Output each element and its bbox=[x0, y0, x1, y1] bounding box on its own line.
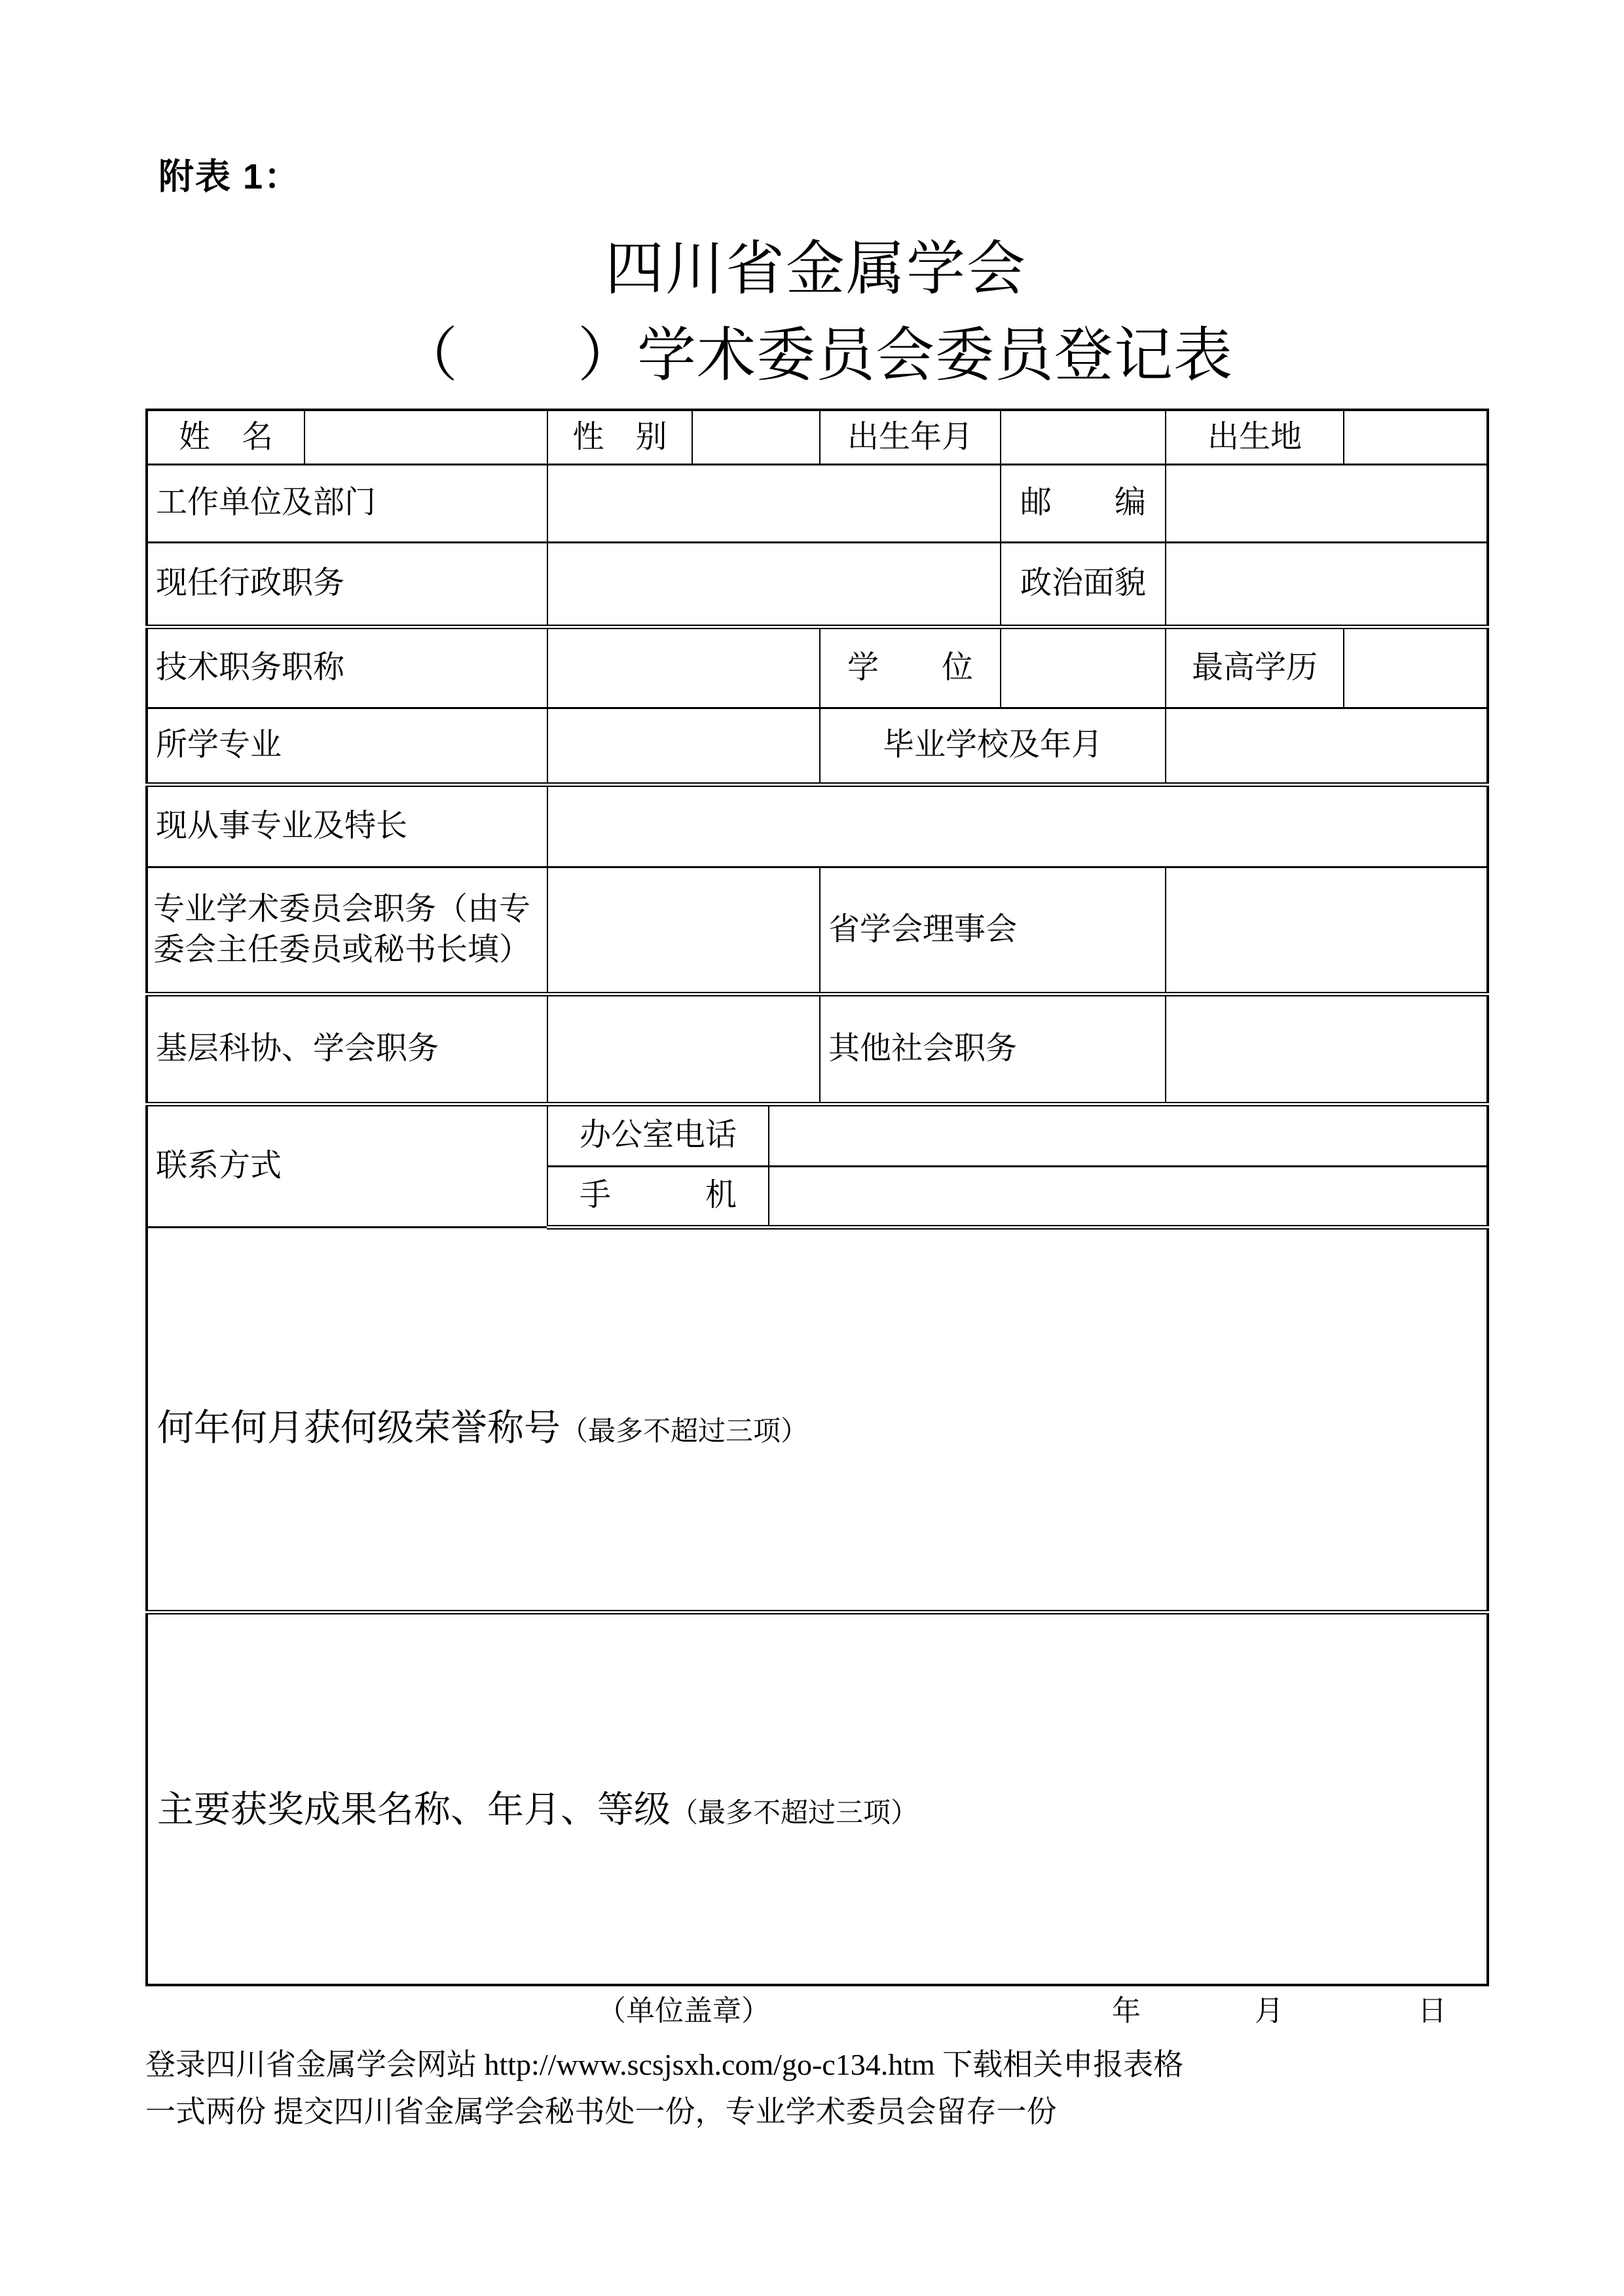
provincial-council-label: 省学会理事会 bbox=[820, 867, 1166, 994]
row-tech-title bbox=[147, 627, 1488, 708]
footer-notes bbox=[145, 2041, 1486, 2136]
footer-note-copies: 一式两份 提交四川省金属学会秘书处一份，专业学术委员会留存一份 bbox=[145, 2095, 1057, 2128]
day-label: 日 bbox=[1418, 1995, 1447, 2027]
signature-line bbox=[145, 1995, 1486, 2027]
admin-post-label: 现任行政职务 bbox=[147, 542, 547, 627]
footer-note-download: 登录四川省金属学会网站 http://www.scsjsxh.com/go-c134.htm 下载相关申报表格 bbox=[145, 2048, 1184, 2081]
row-committee-post bbox=[147, 867, 1488, 994]
row-basic-info bbox=[147, 410, 1488, 464]
honors-note: （最多不超过三项） bbox=[561, 1416, 809, 1447]
office-phone-input-cell[interactable] bbox=[769, 1104, 1488, 1166]
work-unit-input-cell[interactable] bbox=[547, 464, 1001, 542]
degree-input-cell[interactable] bbox=[1001, 627, 1166, 708]
grassroots-post-input-cell[interactable] bbox=[547, 994, 820, 1104]
graduate-school-label: 毕业学校及年月 bbox=[820, 708, 1166, 784]
grassroots-post-label: 基层科协、学会职务 bbox=[147, 994, 547, 1104]
office-phone-label: 办公室电话 bbox=[547, 1104, 769, 1166]
month-label: 月 bbox=[1255, 1995, 1283, 2027]
work-unit-label: 工作单位及部门 bbox=[147, 464, 547, 542]
other-social-post-input-cell[interactable] bbox=[1166, 994, 1488, 1104]
page-title: 四川省金属学会 bbox=[605, 237, 1027, 302]
current-specialty-label: 现从事专业及特长 bbox=[147, 784, 547, 867]
honors-heading: 何年何月获何级荣誉称号 bbox=[157, 1408, 561, 1449]
name-label: 姓 名 bbox=[147, 410, 304, 464]
birth-place-label: 出生地 bbox=[1166, 410, 1344, 464]
registration-table bbox=[145, 409, 1489, 1986]
page-subtitle: （ ）学术委员会委员登记表 bbox=[399, 323, 1233, 388]
attachment-tag: 附表 1： bbox=[158, 157, 301, 196]
row-specialty bbox=[147, 784, 1488, 867]
provincial-council-input-cell[interactable] bbox=[1166, 867, 1488, 994]
name-input-cell[interactable] bbox=[304, 410, 547, 464]
row-awards-section bbox=[147, 1612, 1488, 1985]
birth-date-input-cell[interactable] bbox=[1001, 410, 1166, 464]
gender-input-cell[interactable] bbox=[692, 410, 820, 464]
degree-label: 学 位 bbox=[820, 627, 1001, 708]
page-content bbox=[145, 157, 1486, 2136]
political-status-input-cell[interactable] bbox=[1166, 542, 1488, 627]
unit-seal-label: （单位盖章） bbox=[597, 1995, 770, 2027]
major-label: 所学专业 bbox=[147, 708, 547, 784]
year-label: 年 bbox=[1112, 1995, 1141, 2027]
political-status-label: 政治面貌 bbox=[1001, 542, 1166, 627]
awards-note: （最多不超过三项） bbox=[671, 1798, 919, 1829]
admin-post-input-cell[interactable] bbox=[547, 542, 1001, 627]
contact-label: 联系方式 bbox=[147, 1104, 547, 1227]
postal-code-input-cell[interactable] bbox=[1166, 464, 1488, 542]
committee-post-label: 专业学术委员会职务（由专委会主任委员或秘书长填） bbox=[147, 867, 547, 994]
tech-title-label: 技术职务职称 bbox=[147, 627, 547, 708]
row-grassroots-post bbox=[147, 994, 1488, 1104]
current-specialty-input-cell[interactable] bbox=[547, 784, 1488, 867]
gender-label: 性 别 bbox=[547, 410, 692, 464]
committee-post-input-cell[interactable] bbox=[547, 867, 820, 994]
row-work-unit bbox=[147, 464, 1488, 542]
birth-date-label: 出生年月 bbox=[820, 410, 1001, 464]
highest-education-label: 最高学历 bbox=[1166, 627, 1344, 708]
row-honors-section bbox=[147, 1227, 1488, 1612]
honors-section-cell[interactable] bbox=[147, 1227, 1488, 1612]
mobile-phone-label: 手 机 bbox=[547, 1166, 769, 1227]
row-office-phone bbox=[147, 1104, 1488, 1166]
highest-education-input-cell[interactable] bbox=[1344, 627, 1488, 708]
awards-heading: 主要获奖成果名称、年月、等级 bbox=[157, 1790, 671, 1831]
graduate-school-input-cell[interactable] bbox=[1166, 708, 1488, 784]
row-major bbox=[147, 708, 1488, 784]
other-social-post-label: 其他社会职务 bbox=[820, 994, 1166, 1104]
tech-title-input-cell[interactable] bbox=[547, 627, 820, 708]
row-admin-post bbox=[147, 542, 1488, 627]
awards-section-cell[interactable] bbox=[147, 1612, 1488, 1985]
major-input-cell[interactable] bbox=[547, 708, 820, 784]
birth-place-input-cell[interactable] bbox=[1344, 410, 1488, 464]
mobile-phone-input-cell[interactable] bbox=[769, 1166, 1488, 1227]
postal-code-label: 邮 编 bbox=[1001, 464, 1166, 542]
